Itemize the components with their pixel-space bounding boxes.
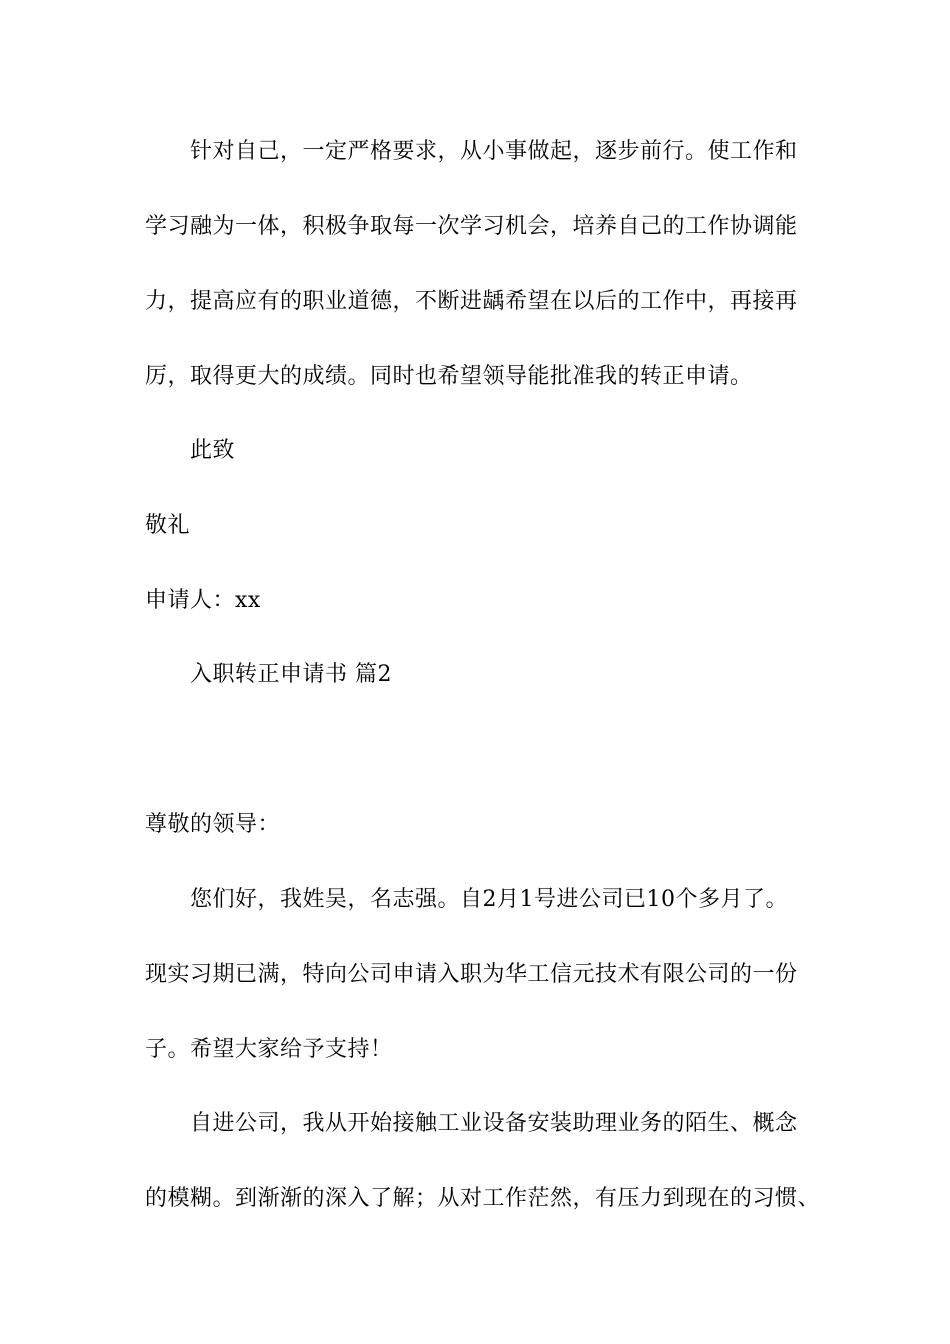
applicant-line: 申请人：xx [145, 588, 261, 613]
paragraph-1-line-2: 学习融为一体，积极争取每一次学习机会，培养自己的工作协调能 [145, 214, 798, 239]
paragraph-1-line-1: 针对自己，一定严格要求，从小事做起，逐步前行。使工作和 [190, 139, 798, 164]
paragraph-1-line-3: 力，提高应有的职业道德，不断进龋希望在以后的工作中，再接再 [145, 289, 798, 314]
paragraph-3-line-1: 自进公司，我从开始接触工业设备安装助理业务的陌生、概念 [190, 1111, 798, 1136]
paragraph-3-line-2: 的模糊。到渐渐的深入了解；从对工作茫然，有压力到现在的习惯、 [145, 1186, 821, 1211]
paragraph-2-line-3: 子。希望大家给予支持！ [145, 1037, 393, 1062]
paragraph-1-line-4: 厉，取得更大的成绩。同时也希望领导能批准我的转正申请。 [145, 364, 753, 389]
closing-jingli: 敬礼 [145, 513, 191, 538]
closing-cizhi: 此致 [190, 438, 236, 463]
section-title: 入职转正申请书 篇2 [190, 662, 392, 687]
salutation: 尊敬的领导： [145, 812, 281, 837]
paragraph-2-line-1: 您们好，我姓吴，名志强。自2月1号进公司已10个多月了。 [190, 887, 788, 912]
paragraph-2-line-2: 现实习期已满，特向公司申请入职为华工信元技术有限公司的一份 [145, 962, 798, 987]
